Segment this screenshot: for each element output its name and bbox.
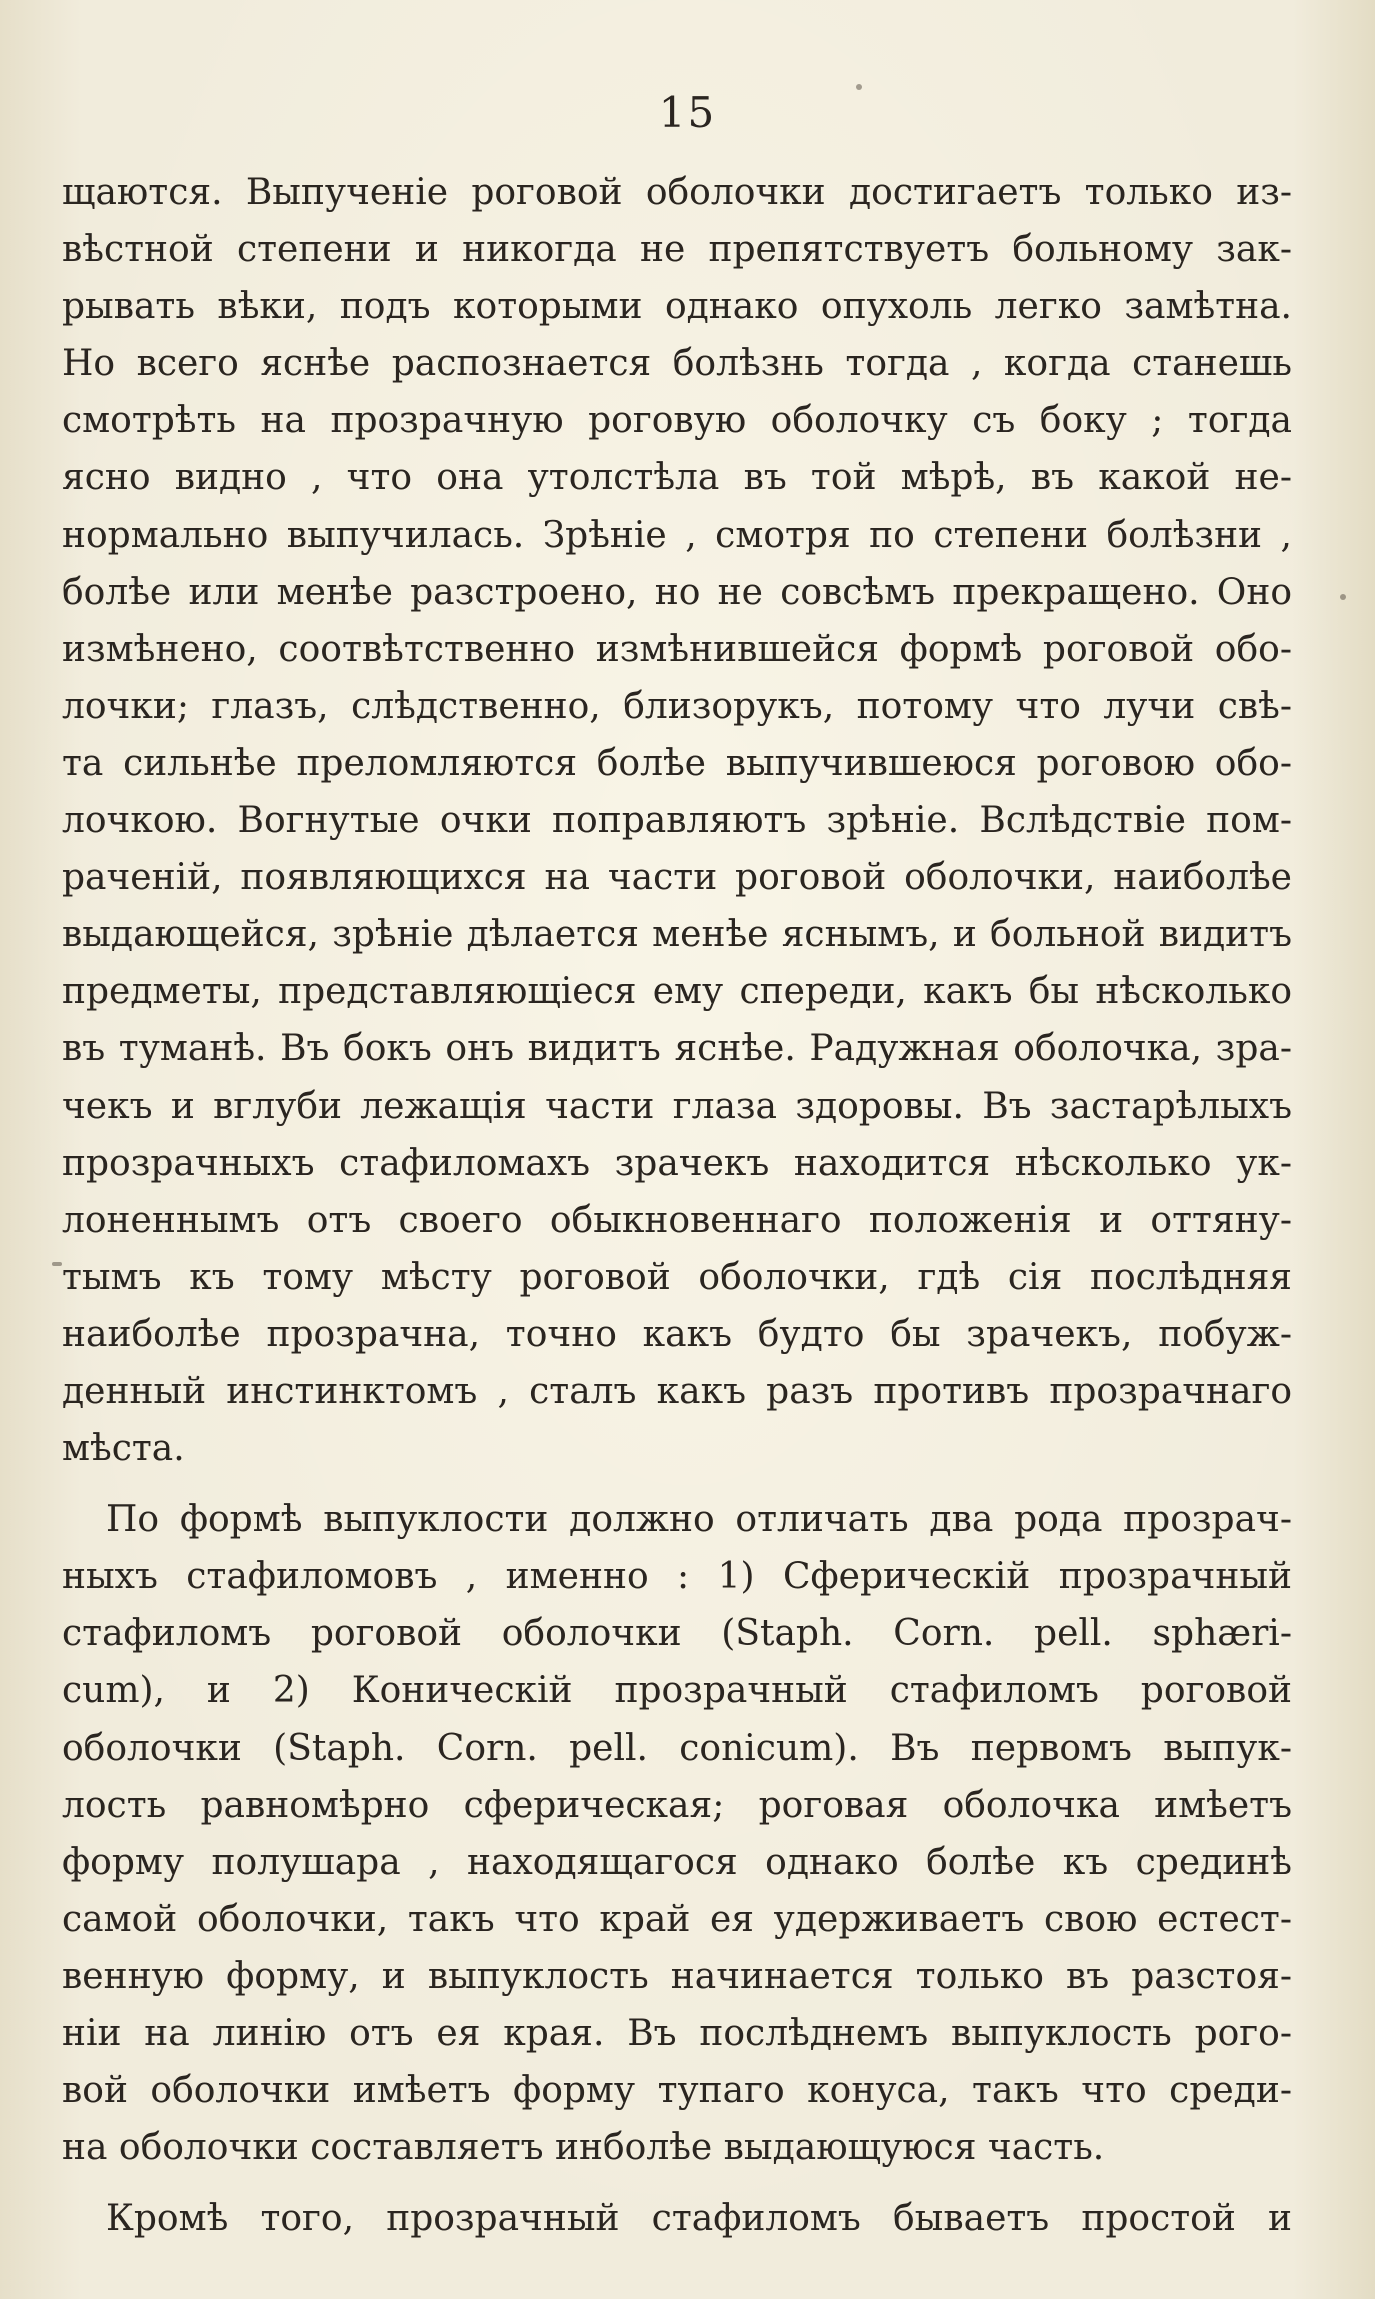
- paragraph-2: [62, 1491, 1292, 2176]
- paragraph-3: [62, 2190, 1292, 2247]
- text-line: лоненнымъ отъ своего обыкновеннаго положенія и оттяну-: [62, 1199, 1292, 1241]
- paper-speck: [856, 84, 862, 90]
- text-line: щаются. Выпученіе роговой оболочки достигаетъ только из-: [62, 172, 1292, 213]
- page-number: 15: [658, 88, 717, 137]
- text-line: лость равномѣрно сферическая; роговая оболочка имѣетъ: [62, 1784, 1292, 1826]
- text-line: болѣе или менѣе разстроено, но не совсѣмъ прекращено. Оно: [62, 571, 1292, 613]
- paper-speck: [52, 1262, 62, 1266]
- text-line: чекъ и вглуби лежащія части глаза здоровы. Въ застарѣлыхъ: [62, 1085, 1292, 1127]
- text-line: мѣста.: [62, 1428, 185, 1470]
- text-line: стафиломъ роговой оболочки (Staph. Corn. pell. sphæri-: [62, 1613, 1292, 1655]
- text-line: ясно видно , что она утолстѣла въ той мѣрѣ, въ какой не-: [62, 457, 1292, 499]
- paper-speck: [1340, 594, 1346, 600]
- text-line: оболочки (Staph. Corn. pell. conicum). Въ первомъ выпук-: [62, 1727, 1292, 1769]
- paragraph-gap: [62, 2176, 1292, 2190]
- text-line: раченій, появляющихся на части роговой оболочки, наиболѣе: [62, 857, 1292, 899]
- text-line: на оболочки составляетъ инболѣе выдающуюся часть.: [62, 2127, 1105, 2169]
- text-line: та сильнѣе преломляются болѣе выпучившеюся роговою обо-: [62, 742, 1292, 784]
- text-line: ныхъ стафиломовъ , именно : 1) Сферическій прозрачный: [62, 1556, 1292, 1598]
- text-line: По формѣ выпуклости должно отличать два рода прозрач-: [106, 1499, 1292, 1541]
- text-line: вѣстной степени и никогда не препятствуетъ больному зак-: [62, 229, 1292, 271]
- text-line: самой оболочки, такъ что край ея удерживаетъ свою естест-: [62, 1898, 1292, 1940]
- text-line: денный инстинктомъ , сталъ какъ разъ противъ прозрачнаго: [62, 1370, 1292, 1412]
- text-line: форму полушара , находящагося однако болѣе къ срединѣ: [62, 1841, 1292, 1883]
- text-line: cum), и 2) Коническій прозрачный стафиломъ роговой: [62, 1670, 1292, 1712]
- text-line: Кромѣ того, прозрачный стафиломъ бываетъ простой и: [106, 2198, 1292, 2240]
- text-line: венную форму, и выпуклость начинается только въ разстоя-: [62, 1955, 1292, 1997]
- text-line: лочкою. Вогнутые очки поправляютъ зрѣніе. Вслѣдствіе пом-: [62, 800, 1292, 842]
- text-line: выдающейся, зрѣніе дѣлается менѣе яснымъ, и больной видитъ: [62, 914, 1292, 956]
- text-line: въ туманѣ. Въ бокъ онъ видитъ яснѣе. Радужная оболочка, зра-: [62, 1028, 1292, 1070]
- text-line: ніи на линію отъ ея края. Въ послѣднемъ выпуклость рого-: [62, 2013, 1292, 2054]
- text-line: наиболѣе прозрачна, точно какъ будто бы зрачекъ, побуж-: [62, 1313, 1292, 1355]
- text-line: смотрѣть на прозрачную роговую оболочку съ боку ; тогда: [62, 400, 1292, 442]
- text-line: тымъ къ тому мѣсту роговой оболочки, гдѣ сія послѣдняя: [62, 1256, 1292, 1298]
- text-line: предметы, представляющіеся ему спереди, какъ бы нѣсколько: [62, 971, 1292, 1013]
- text-line: прозрачныхъ стафиломахъ зрачекъ находится нѣсколько ук-: [62, 1142, 1292, 1184]
- text-line: Но всего яснѣе распознается болѣзнь тогда , когда станешь: [62, 343, 1292, 385]
- text-line: нормально выпучилась. Зрѣніе , смотря по степени болѣзни ,: [62, 514, 1292, 556]
- text-line: рывать вѣки, подъ которыми однако опухоль легко замѣтна.: [62, 286, 1292, 328]
- paragraph-gap: [62, 1477, 1292, 1491]
- text-line: лочки; глазъ, слѣдственно, близорукъ, потому что лучи свѣ-: [62, 685, 1292, 727]
- text-line: измѣнено, соотвѣтственно измѣнившейся формѣ роговой обо-: [62, 628, 1292, 670]
- body-text: [62, 164, 1292, 2247]
- paragraph-1: [62, 164, 1292, 1477]
- text-line: вой оболочки имѣетъ форму тупаго конуса, такъ что среди-: [62, 2070, 1292, 2112]
